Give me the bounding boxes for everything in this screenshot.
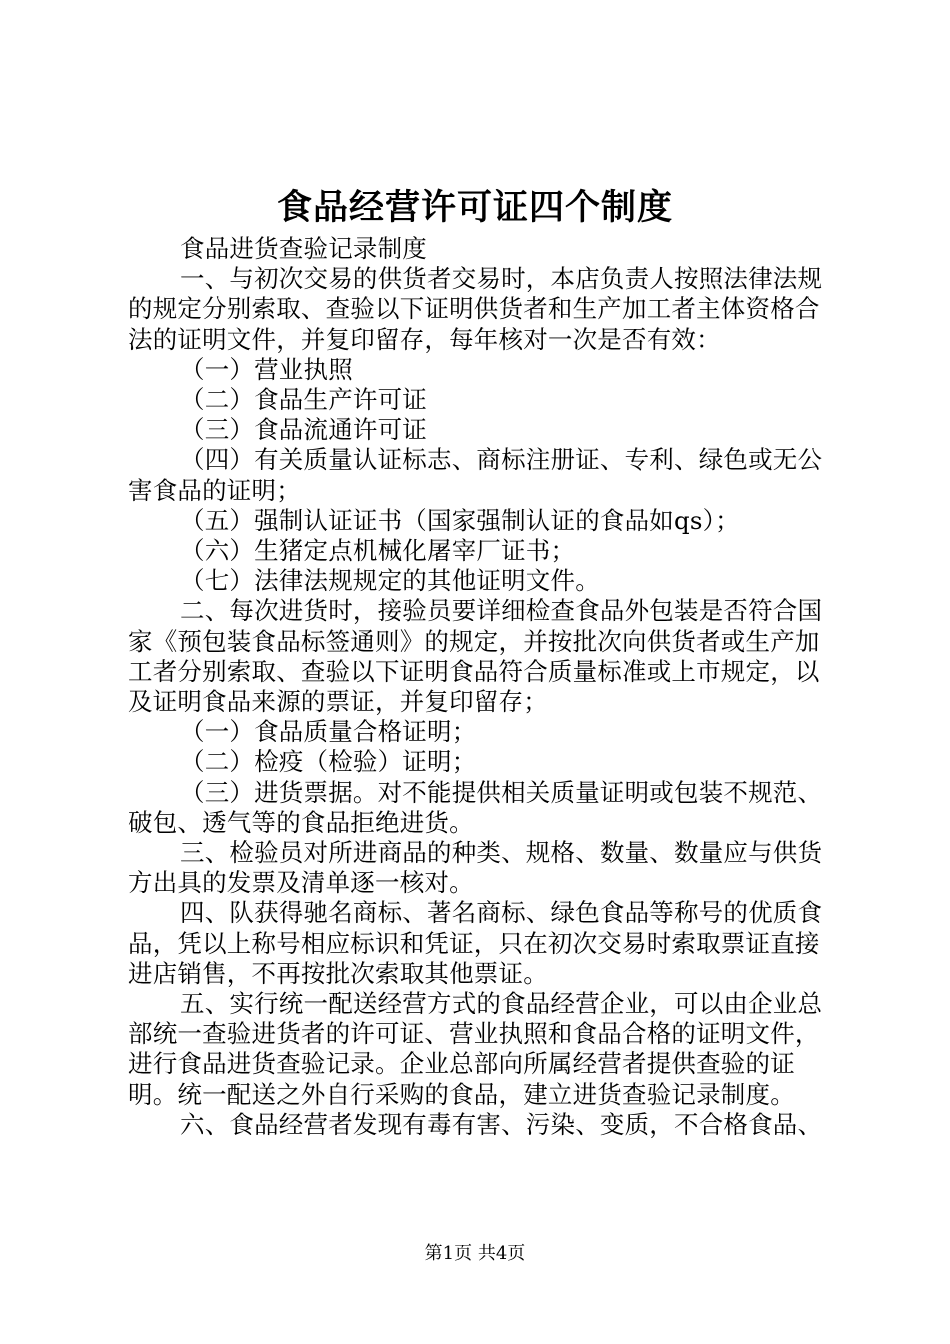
list-item: （七）法律法规规定的其他证明文件。: [180, 566, 600, 596]
document-body: [128, 234, 833, 1140]
list-item: （五）强制认证证书（国家强制认证的食品如qs）；: [180, 505, 740, 535]
list-item: （二）检疫（检验）证明；: [180, 747, 477, 777]
list-item: （一）营业执照: [180, 354, 353, 384]
paragraph: 四、队获得驰名商标、著名商标、绿色食品等称号的优质食品，凭以上称号相应标识和凭证，只在初次交易时索取票证直接进店销售，不再按批次索取其他票证。: [128, 898, 823, 988]
list-item: （四）有关质量认证标志、商标注册证、专利、绿色或无公害食品的证明；: [128, 445, 823, 505]
list-item: （六）生猪定点机械化屠宰厂证书；: [180, 536, 576, 566]
list-item: （三）进货票据。对不能提供相关质量证明或包装不规范、破包、透气等的食品拒绝进货。: [128, 777, 823, 837]
document-title: 食品经营许可证四个制度: [276, 187, 673, 228]
paragraph: 二、每次进货时，接验员要详细检查食品外包装是否符合国家《预包装食品标签通则》的规定，并按批次向供货者或生产加工者分别索取、查验以下证明食品符合质量标准或上市规定，以及证明食品来源的票证，并复印留存；: [128, 596, 823, 717]
list-item: （一）食品质量合格证明；: [180, 717, 477, 747]
paragraph: 一、与初次交易的供货者交易时，本店负责人按照法律法规的规定分别索取、查验以下证明供货者和生产加工者主体资格合法的证明文件，并复印留存，每年核对一次是否有效：: [128, 264, 823, 354]
paragraph: 六、食品经营者发现有毒有害、污染、变质，不合格食品、: [180, 1109, 823, 1139]
list-item: （二）食品生产许可证: [180, 385, 427, 415]
page-number-footer: 第1页 共4页: [424, 1243, 526, 1264]
paragraph: 三、检验员对所进商品的种类、规格、数量、数量应与供货方出具的发票及清单逐一核对。: [128, 838, 823, 898]
paragraph: 食品进货查验记录制度: [180, 234, 427, 263]
list-item: （三）食品流通许可证: [180, 415, 427, 445]
paragraph: 五、实行统一配送经营方式的食品经营企业，可以由企业总部统一查验进货者的许可证、营业执照和食品合格的证明文件，进行食品进货查验记录。企业总部向所属经营者提供查验的证明。统一配送之外自行采购的食品，建立进货查验记录制度。: [128, 989, 823, 1109]
